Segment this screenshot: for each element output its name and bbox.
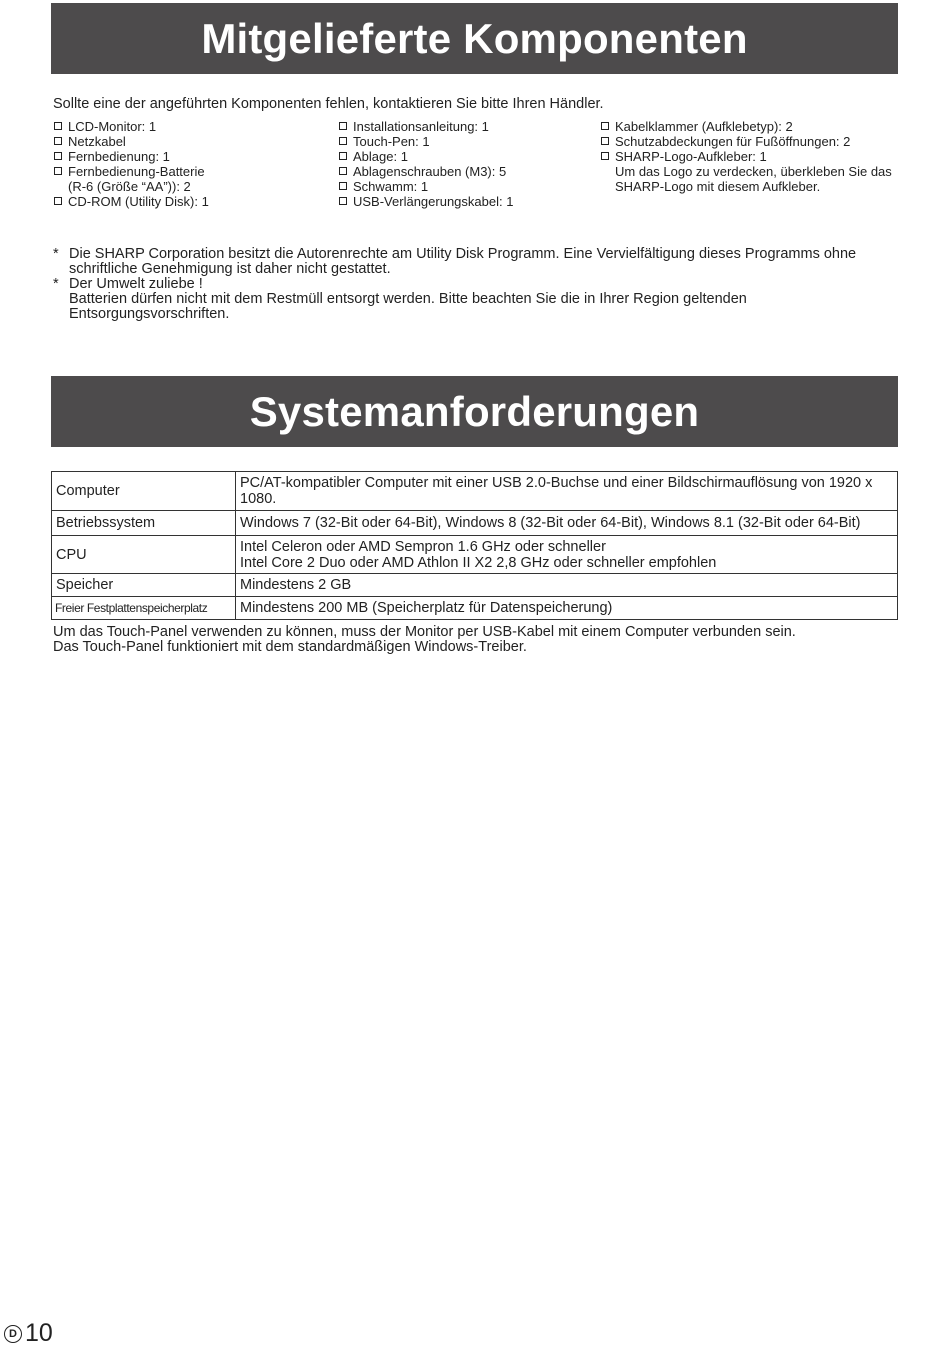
checkbox-icon [339,152,347,160]
checkbox-icon [339,182,347,190]
row-key: Speicher [52,574,236,597]
list-item [338,179,513,194]
value-line: PC/AT-kompatibler Computer mit einer USB 2.0-Buchse und einer Bildschirmauflösung von 1920 x [240,475,873,491]
touch-panel-note [53,625,796,655]
row-value [236,574,898,597]
item-label: SHARP-Logo-Aufkleber: 1 [615,149,767,164]
checkbox-icon [601,122,609,130]
value-line: Windows 7 (32-Bit oder 64-Bit), Windows 8 (32-Bit oder 64-Bit), Windows 8.1 (32-Bit oder 64-Bit) [240,515,861,531]
footnote-line: Entsorgungsvorschriften. [69,306,230,322]
item-label: Schwamm: 1 [353,179,429,194]
row-value [236,472,898,511]
checkbox-icon [339,197,347,205]
checkbox-icon [54,152,62,160]
checkbox-icon [54,122,62,130]
table-row [52,597,898,620]
footnote [53,247,898,277]
section-title-text: Systemanforderungen [249,387,700,435]
checkbox-icon [601,152,609,160]
page-number [4,1319,53,1348]
checkbox-icon [339,137,347,145]
list-item [600,119,892,134]
intro-text: Sollte eine der angeführten Komponenten fehlen, kontaktieren Sie bitte Ihren Händler. [53,96,604,112]
list-item [338,119,513,134]
footnotes [53,247,898,322]
table-row [52,472,898,511]
list-item [338,149,513,164]
footnote [53,277,898,322]
page-number-text: 10 [25,1319,53,1347]
footnote-line: Batterien dürfen nicht mit dem Restmüll entsorgt werden. Bitte beachten Sie die in Ihrer Region geltenden [69,291,747,307]
item-continuation: (R-6 (Größe “AA”)): 2 [68,179,191,194]
item-label: CD-ROM (Utility Disk): 1 [68,194,209,209]
list-item [53,134,209,149]
section-title-komponenten [51,3,898,74]
item-label: Kabelklammer (Aufklebetyp): 2 [615,119,793,134]
value-line: Intel Core 2 Duo oder AMD Athlon II X2 2,8 GHz oder schneller empfohlen [240,554,717,571]
item-label: Ablage: 1 [353,149,408,164]
row-value [236,597,898,620]
row-value [236,536,898,574]
table-row [52,511,898,536]
components-column-2 [338,119,513,209]
item-label: Fernbedienung-Batterie [68,164,205,179]
footnote-line: schriftliche Genehmigung ist daher nicht gestattet. [69,261,391,277]
checkbox-icon [54,197,62,205]
value-line: Intel Celeron oder AMD Sempron 1.6 GHz oder schneller [240,538,606,555]
components-column-3 [600,119,892,194]
list-item [53,119,209,134]
list-item [338,164,513,179]
item-label: Schutzabdeckungen für Fußöffnungen: 2 [615,134,851,149]
row-key: Freier Festplattenspeicherplatz [52,597,236,620]
list-item [338,134,513,149]
footnote-line: Der Umwelt zuliebe ! [69,276,203,292]
item-label: Ablagenschrauben (M3): 5 [353,164,507,179]
list-item [53,164,209,179]
table-row [52,574,898,597]
language-badge: D [4,1325,22,1343]
requirements-table [51,471,898,620]
item-label: Fernbedienung: 1 [68,149,170,164]
checkbox-icon [54,137,62,145]
value-line: 1080. [240,491,277,507]
row-value [236,511,898,536]
checkbox-icon [339,122,347,130]
value-line: Mindestens 2 GB [240,577,352,593]
item-label: Touch-Pen: 1 [353,134,430,149]
value-line: Mindestens 200 MB (Speicherplatz für Datenspeicherung) [240,600,613,616]
components-column-1 [53,119,209,209]
checkbox-icon [54,167,62,175]
footnote-marker: * [53,246,59,262]
checkbox-icon [601,137,609,145]
footnote-line: Die SHARP Corporation besitzt die Autorenrechte am Utility Disk Programm. Eine Vervielfältigung dieses Programms ohne [69,246,857,262]
footnote-marker: * [53,276,59,292]
table-row [52,536,898,574]
item-continuation: SHARP-Logo mit diesem Aufkleber. [615,179,821,194]
list-item [600,134,892,149]
note-line: Das Touch-Panel funktioniert mit dem standardmäßigen Windows-Treiber. [53,639,527,655]
item-label: Installationsanleitung: 1 [353,119,489,134]
checkbox-icon [339,167,347,175]
row-key: Betriebssystem [52,511,236,536]
section-title-text: Mitgelieferte Komponenten [201,14,748,62]
list-item [600,149,892,164]
list-item [53,194,209,209]
item-label: LCD-Monitor: 1 [68,119,157,134]
row-key: CPU [52,536,236,574]
note-line: Um das Touch-Panel verwenden zu können, muss der Monitor per USB-Kabel mit einem Computer verbunden sein. [53,624,796,640]
list-item [53,149,209,164]
item-label: USB-Verlängerungskabel: 1 [353,194,514,209]
item-label: Netzkabel [68,134,126,149]
row-key: Computer [52,472,236,511]
item-continuation: Um das Logo zu verdecken, überkleben Sie das [615,164,892,179]
section-title-systemanforderungen [51,376,898,447]
list-item [338,194,513,209]
